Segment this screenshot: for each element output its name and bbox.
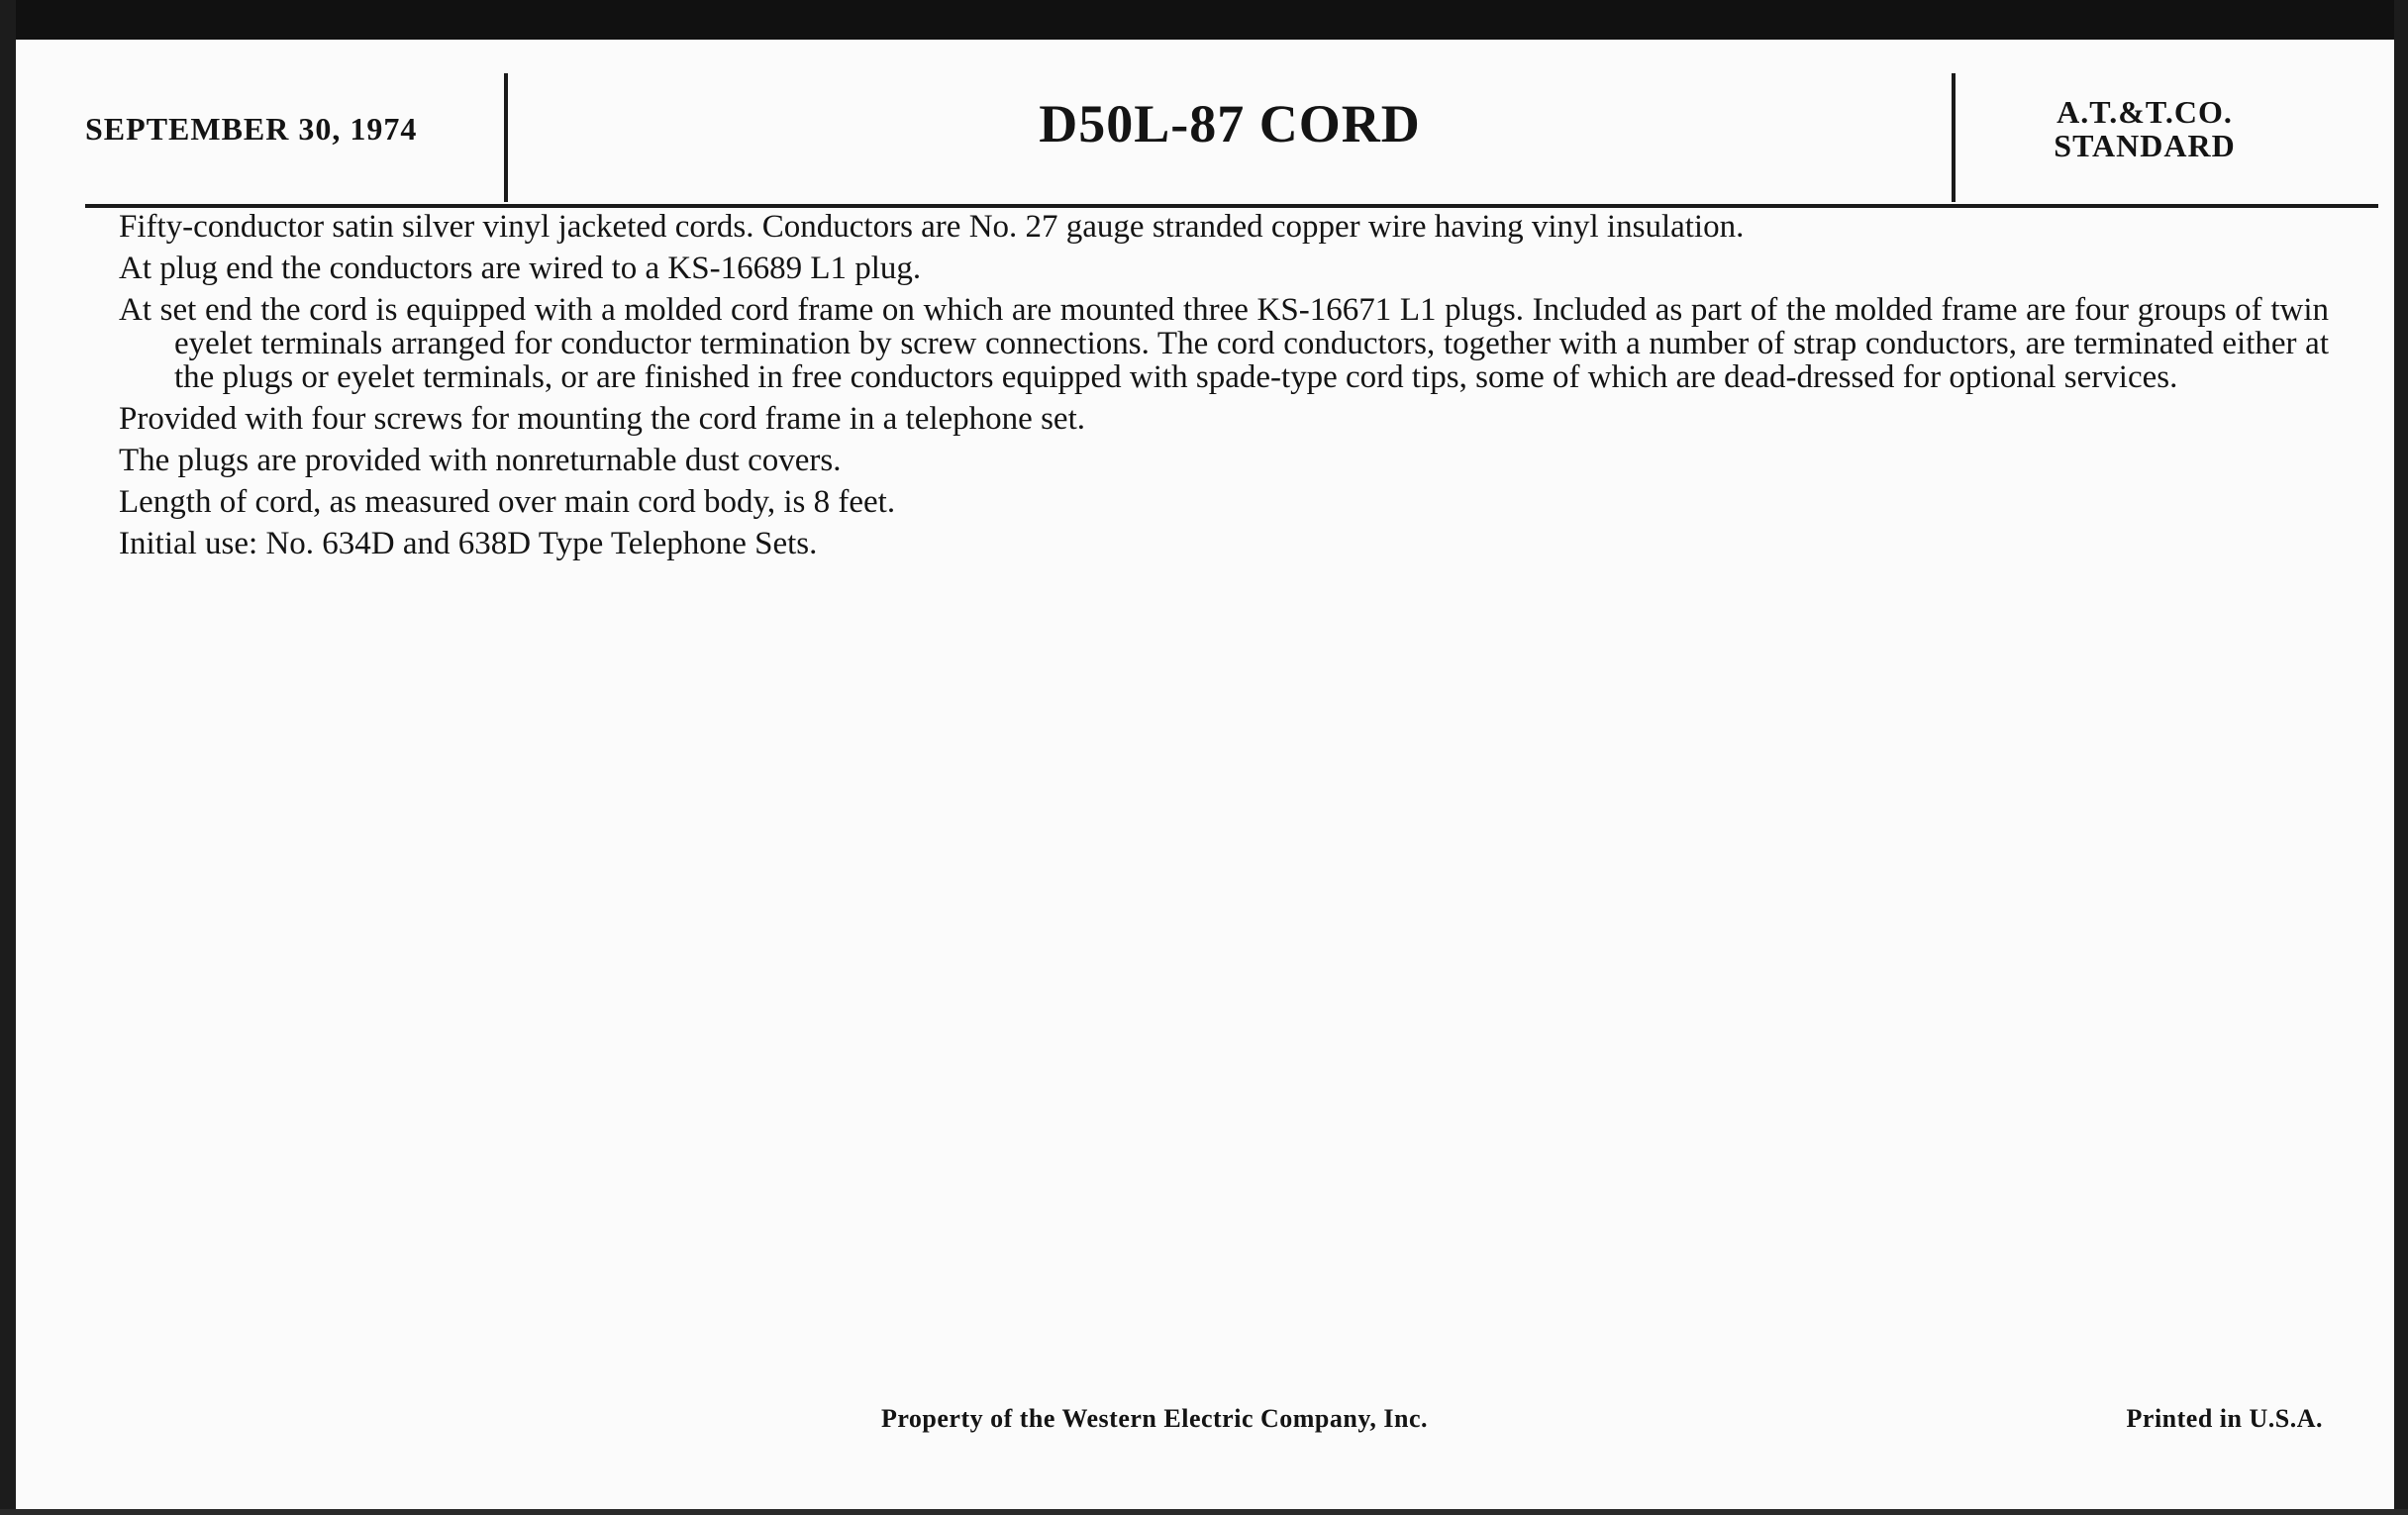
footer-property-notice: Property of the Western Electric Company, Inc. bbox=[880, 1404, 1429, 1433]
scan-right-border bbox=[2394, 0, 2408, 1515]
paragraph-dust-covers: The plugs are provided with nonreturnable dust covers. bbox=[119, 443, 842, 478]
header-divider-right bbox=[1952, 73, 1956, 202]
scan-left-border bbox=[0, 0, 16, 1515]
specification-card bbox=[16, 40, 2394, 1509]
paragraph-set-end: At set end the cord is equipped with a molded cord frame on which are mounted three KS-16671 L1 plugs. Included as part of the molded frame are four groups of twin eyelet terminals arranged for conductor termination by screw connections. The cord conductors, together with a number of strap conductors, are terminated either at the plugs or eyelet terminals, or are finished in free conductors equipped with spade-type cord tips, some of which are dead-dressed for optional services. bbox=[119, 292, 2329, 395]
document-title: D50L-87 CORD bbox=[1039, 94, 1421, 153]
scan-top-border bbox=[0, 0, 2408, 40]
standard-label bbox=[1956, 95, 2333, 162]
issue-date: SEPTEMBER 30, 1974 bbox=[85, 111, 418, 147]
paragraph-plug-end: At plug end the conductors are wired to a KS-16689 L1 plug. bbox=[119, 251, 922, 286]
standard-label-line2: STANDARD bbox=[2054, 128, 2236, 163]
scan-bottom-border bbox=[0, 1509, 2408, 1515]
footer-printed-notice: Printed in U.S.A. bbox=[2126, 1404, 2323, 1433]
header-rule bbox=[85, 204, 2378, 208]
paragraph-length: Length of cord, as measured over main cord body, is 8 feet. bbox=[119, 484, 896, 520]
standard-label-line1: A.T.&T.CO. bbox=[2057, 94, 2233, 130]
paragraph-initial-use: Initial use: No. 634D and 638D Type Telephone Sets. bbox=[119, 526, 818, 561]
paragraph-screws: Provided with four screws for mounting the cord frame in a telephone set. bbox=[119, 401, 1085, 437]
paragraph-conductors: Fifty-conductor satin silver vinyl jacketed cords. Conductors are No. 27 gauge stranded copper wire having vinyl insulation. bbox=[119, 209, 1745, 245]
description-body bbox=[119, 210, 2329, 568]
